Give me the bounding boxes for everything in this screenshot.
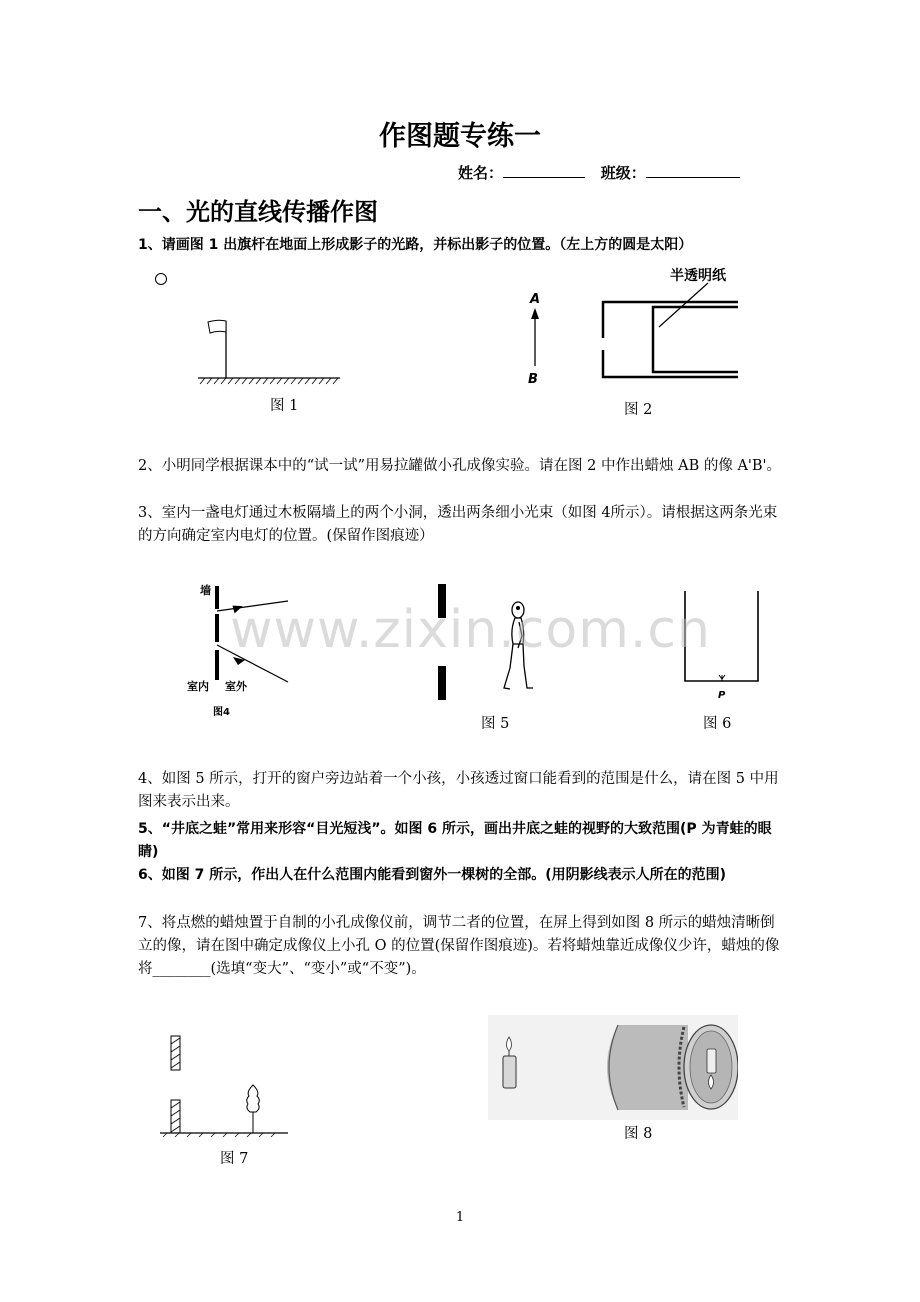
question-5: 5、“井底之蛙”常用来形容“目光短浅”。如图 6 所示，画出井底之蛙的视野的大致范围(P 为青蛙的眼睛) — [138, 821, 772, 860]
section-heading: 一、光的直线传播作图 — [138, 198, 378, 226]
ground-hatch — [200, 378, 338, 384]
figure-1 — [150, 268, 350, 418]
name-label: 姓名： — [458, 164, 504, 182]
class-label: 班级： — [600, 164, 646, 182]
watermark: www.zixin.com.cn — [230, 600, 711, 660]
question-3: 3、室内一盏电灯通过木板隔墙上的两个小洞，透出两条细小光束（如图 4所示）。请根据这两条光束的方向确定室内电灯的位置。(保留作图痕迹） — [138, 505, 778, 544]
question-6: 6、如图 7 所示，作出人在什么范围内能看到窗外一棵树的全部。(用阴影线表示人所在的范围) — [138, 867, 727, 883]
question-1: 1、请画图 1 出旗杆在地面上形成影子的光路，并标出影子的位置。（左上方的圆是太阳） — [138, 237, 693, 253]
figure-7 — [155, 1030, 300, 1140]
indoor-label: 室内 — [187, 680, 209, 693]
page-title: 作图题专练一 — [379, 121, 541, 152]
question-4: 4、如图 5 所示，打开的窗户旁边站着一个小孩，小孩透过窗口能看到的范围是什么，请在图 5 中用图来表示出来。 — [138, 771, 779, 810]
pointer-line — [659, 283, 708, 327]
figure-7-caption: 图 7 — [220, 1151, 249, 1167]
question-7: 7、将点燃的蜡烛置于自制的小孔成像仪前，调节二者的位置，在屏上得到如图 8 所示的蜡烛清晰倒立的像，请在图中确定成像仪上小孔 O 的位置(保留作图痕迹)。若将蜡烛靠近成像仪少许，蜡烛的像将________(选填“变大”、“变小”或“不变”)。 — [138, 915, 780, 977]
figure-6-caption: 图 6 — [703, 716, 732, 732]
window-frame-bottom — [438, 666, 446, 700]
sun-icon — [156, 274, 167, 285]
figure-5-caption: 图 5 — [481, 716, 510, 732]
label-B: B — [528, 372, 538, 387]
figure-2-caption: 图 2 — [624, 402, 653, 418]
page-number: 1 — [455, 1210, 465, 1225]
label-A: A — [530, 292, 541, 307]
can-inner-tube — [653, 307, 738, 372]
tree-icon — [247, 1085, 260, 1133]
translucent-paper-label: 半透明纸 — [670, 268, 726, 284]
wall-segment-middle — [215, 614, 219, 642]
figure-2 — [520, 262, 755, 392]
name-blank[interactable] — [503, 163, 585, 178]
wall-segment-top — [215, 586, 219, 609]
arrowhead-icon — [531, 308, 539, 319]
flag-icon — [208, 320, 226, 333]
figure-8-caption: 图 8 — [624, 1126, 653, 1142]
figure-8 — [488, 1015, 738, 1120]
question-2: 2、小明同学根据课本中的“试一试”用易拉罐做小孔成像实验。请在图 2 中作出蜡烛 AB 的像 A'B'。 — [138, 458, 782, 474]
figure-1-caption: 图 1 — [270, 398, 299, 414]
wall-segment-bottom — [215, 650, 219, 680]
label-P: P — [718, 690, 726, 701]
class-blank[interactable] — [646, 163, 740, 178]
name-class-row — [458, 162, 740, 183]
pinhole-camera-icon — [607, 1025, 738, 1110]
wall-label: 墙 — [200, 584, 211, 597]
outdoor-label: 室外 — [225, 680, 247, 693]
figure-4-caption: 图4 — [213, 707, 230, 718]
